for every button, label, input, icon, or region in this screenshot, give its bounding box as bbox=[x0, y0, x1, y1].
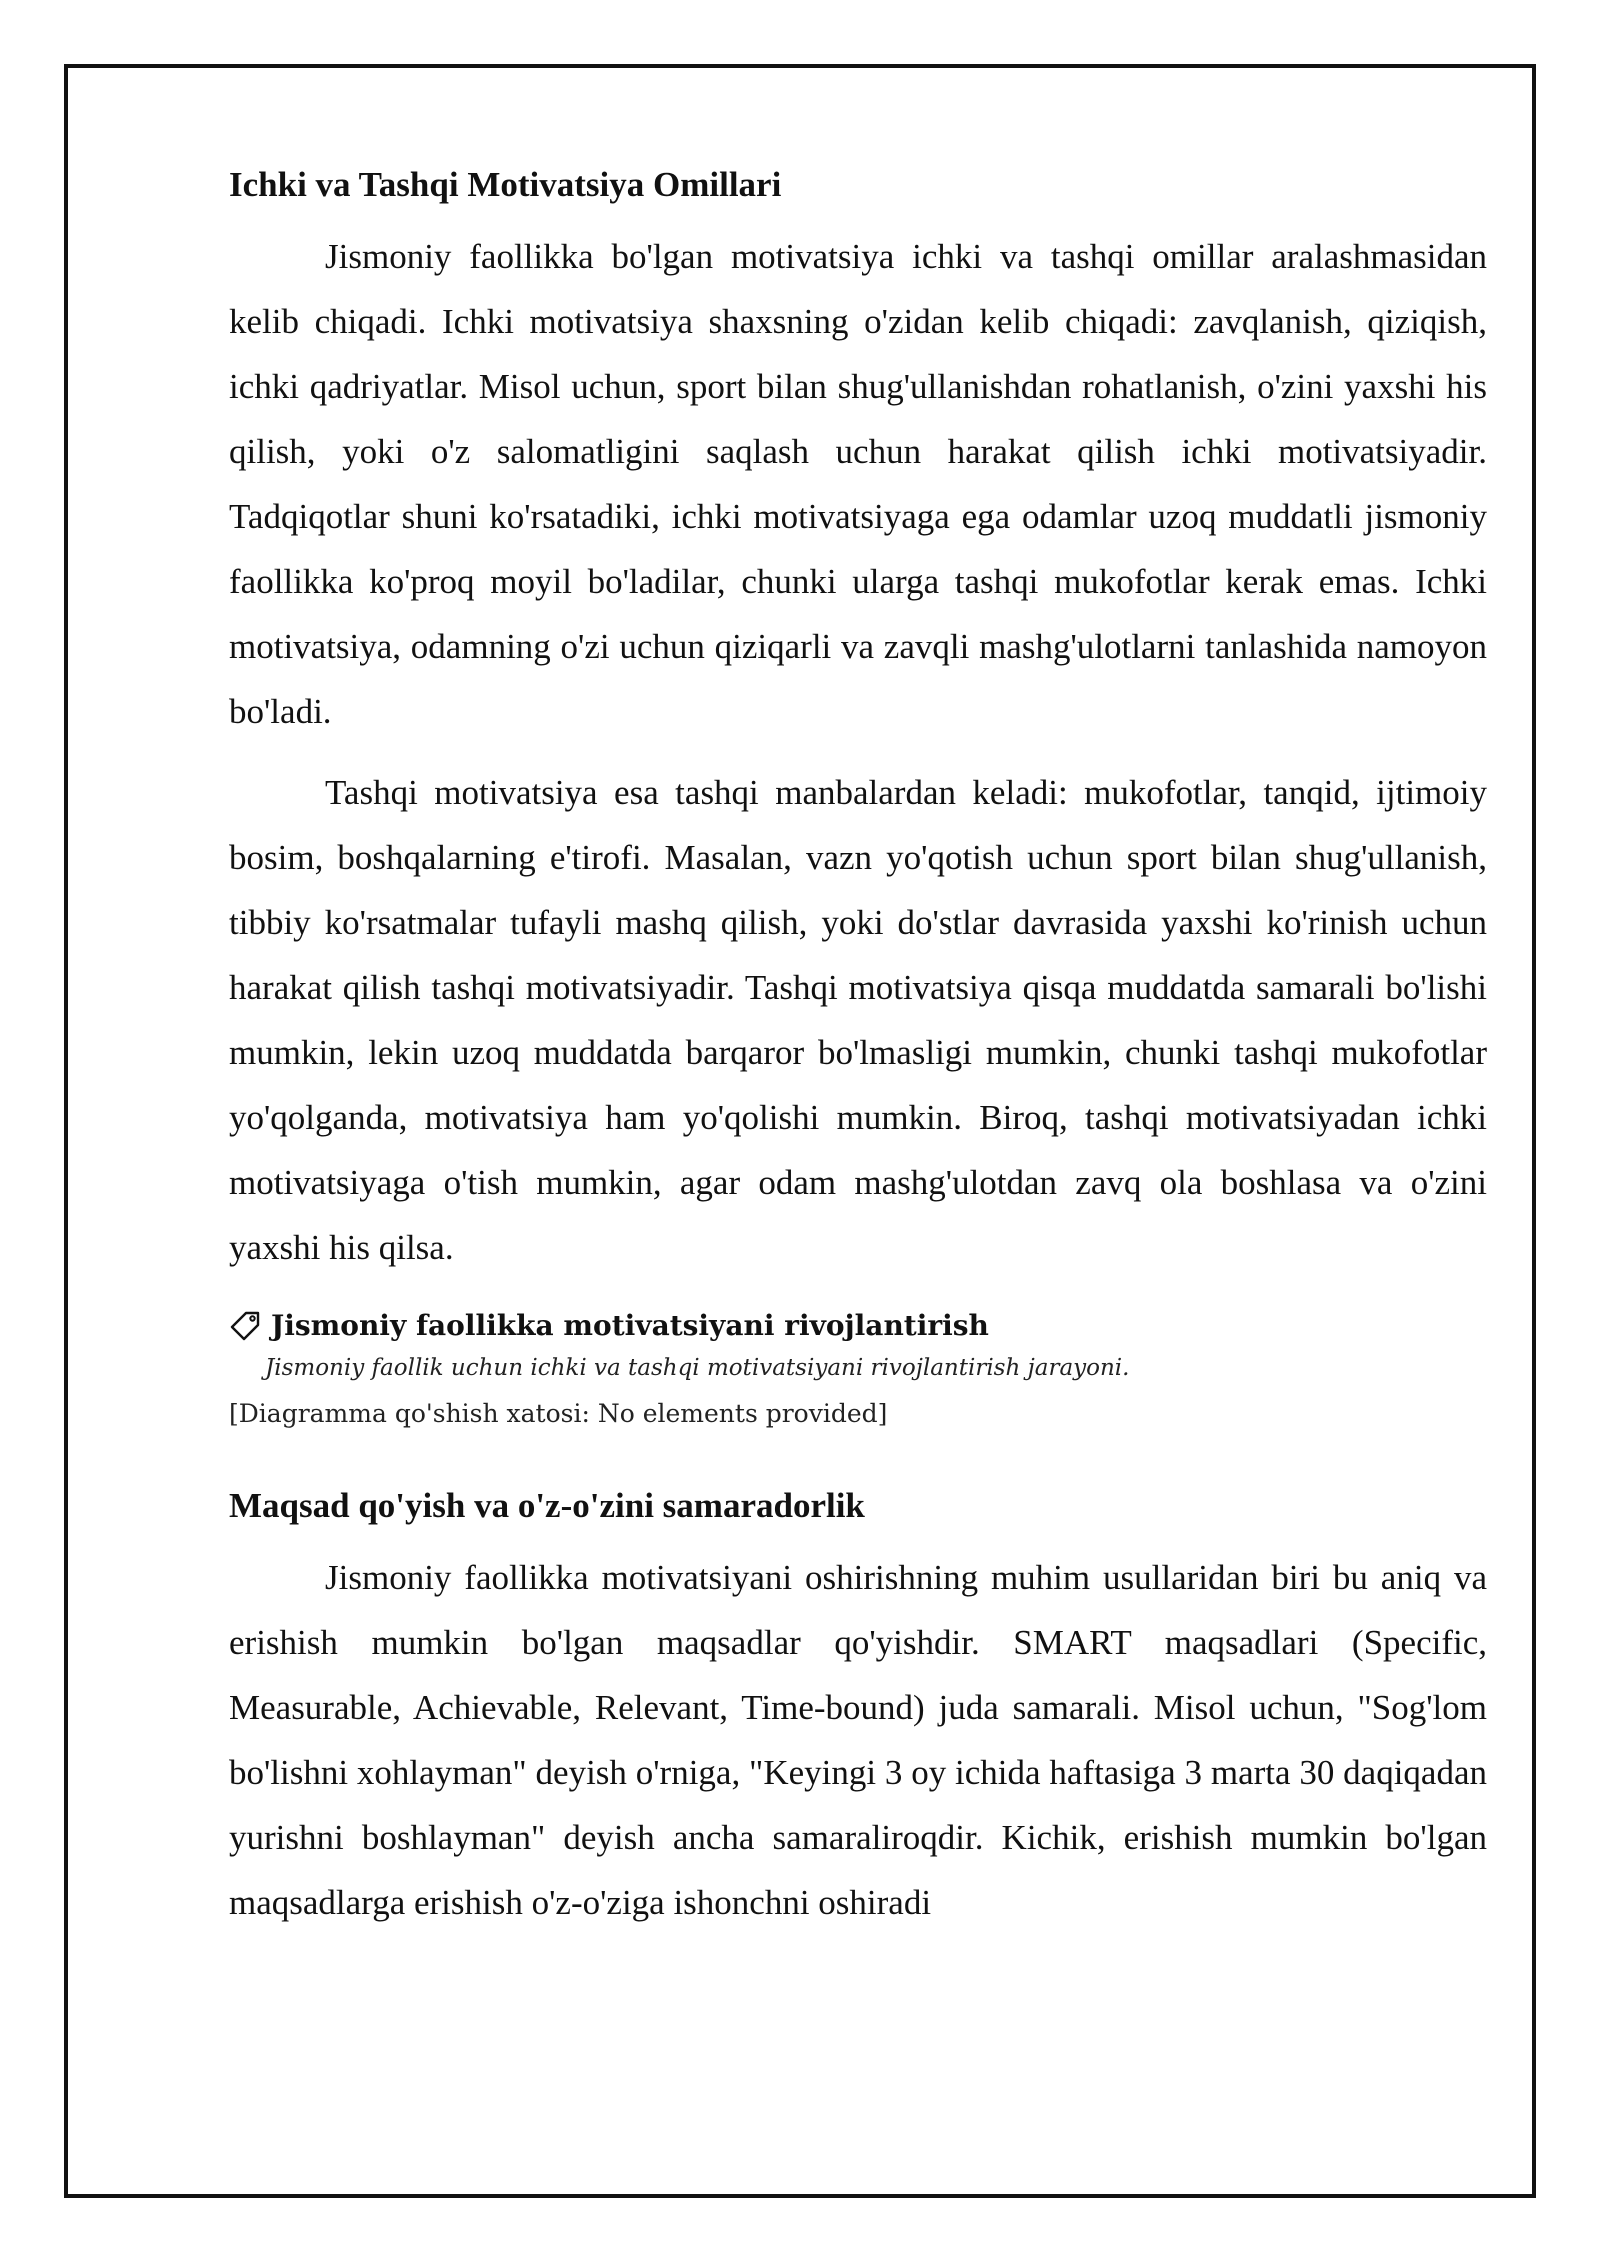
figure-title bbox=[229, 1308, 1487, 1344]
paragraph-intrinsic-motivation: Jismoniy faollikka bo'lgan motivatsiya ichki va tashqi omillar aralashmasidan kelib chiqadi. Ichki motivatsiya shaxsning o'zidan kelib chiqadi: zavqlanish, qiziqish, ichki qadriyatlar. Misol uchun, sport bilan shug'ullanishdan rohatlanish, o'zini yaxshi his qilish, yoki o'z salomatligini saqlash uchun harakat qilish ichki motivatsiyadir. Tadqiqotlar shuni ko'rsatadiki, ichki motivatsiyaga ega odamlar uzoq muddatli jismoniy faollikka ko'proq moyil bo'ladilar, chunki ularga tashqi mukofotlar kerak emas. Ichki motivatsiya, odamning o'zi uchun qiziqarli va zavqli mashg'ulotlarni tanlashida namoyon bo'ladi. bbox=[229, 237, 1487, 731]
figure-block bbox=[229, 1308, 1487, 1431]
document-body bbox=[229, 164, 1487, 1951]
paragraph-goal-setting: Jismoniy faollikka motivatsiyani oshirishning muhim usullaridan biri bu aniq va erishish mumkin bo'lgan maqsadlar qo'yishdir. SMART maqsadlari (Specific, Measurable, Achievable, Relevant, Time-bound) juda samarali. Misol uchun, "Sog'lom bo'lishni xohlayman" deyish o'rniga, "Keyingi 3 oy ichida haftasiga 3 marta 30 daqiqadan yurishni boshlayman" deyish ancha samaraliroqdir. Kichik, erishish mumkin bo'lgan maqsadlarga erishish o'z-o'ziga ishonchni oshiradi bbox=[229, 1557, 1487, 1922]
tag-icon bbox=[229, 1310, 261, 1342]
figure-title-text: Jismoniy faollikka motivatsiyani rivojlantirish bbox=[271, 1309, 989, 1342]
section-title-goal-setting: Maqsad qo'yish va o'z-o'zini samaradorlik bbox=[229, 1485, 865, 1525]
figure-caption: Jismoniy faollik uchun ichki va tashqi motivatsiyani rivojlantirish jarayoni. bbox=[265, 1355, 1130, 1382]
diagram-error-message: [Diagramma qo'shish xatosi: No elements provided] bbox=[229, 1399, 888, 1429]
paragraph-extrinsic-motivation: Tashqi motivatsiya esa tashqi manbalardan keladi: mukofotlar, tanqid, ijtimoiy bosim, boshqalarning e'tirofi. Masalan, vazn yo'qotish uchun sport bilan shug'ullanish, tibbiy ko'rsatmalar tufayli mashq qilish, yoki do'stlar davrasida yaxshi ko'rinish uchun harakat qilish tashqi motivatsiyadir. Tashqi motivatsiya qisqa muddatda samarali bo'lishi mumkin, lekin uzoq muddatda barqaror bo'lmasligi mumkin, chunki tashqi mukofotlar yo'qolganda, motivatsiya ham yo'qolishi mumkin. Biroq, tashqi motivatsiyadan ichki motivatsiyaga o'tish mumkin, agar odam mashg'ulotdan zavq ola boshlasa va o'zini yaxshi his qilsa. bbox=[229, 773, 1487, 1267]
section-title-motivation-factors: Ichki va Tashqi Motivatsiya Omillari bbox=[229, 165, 782, 204]
